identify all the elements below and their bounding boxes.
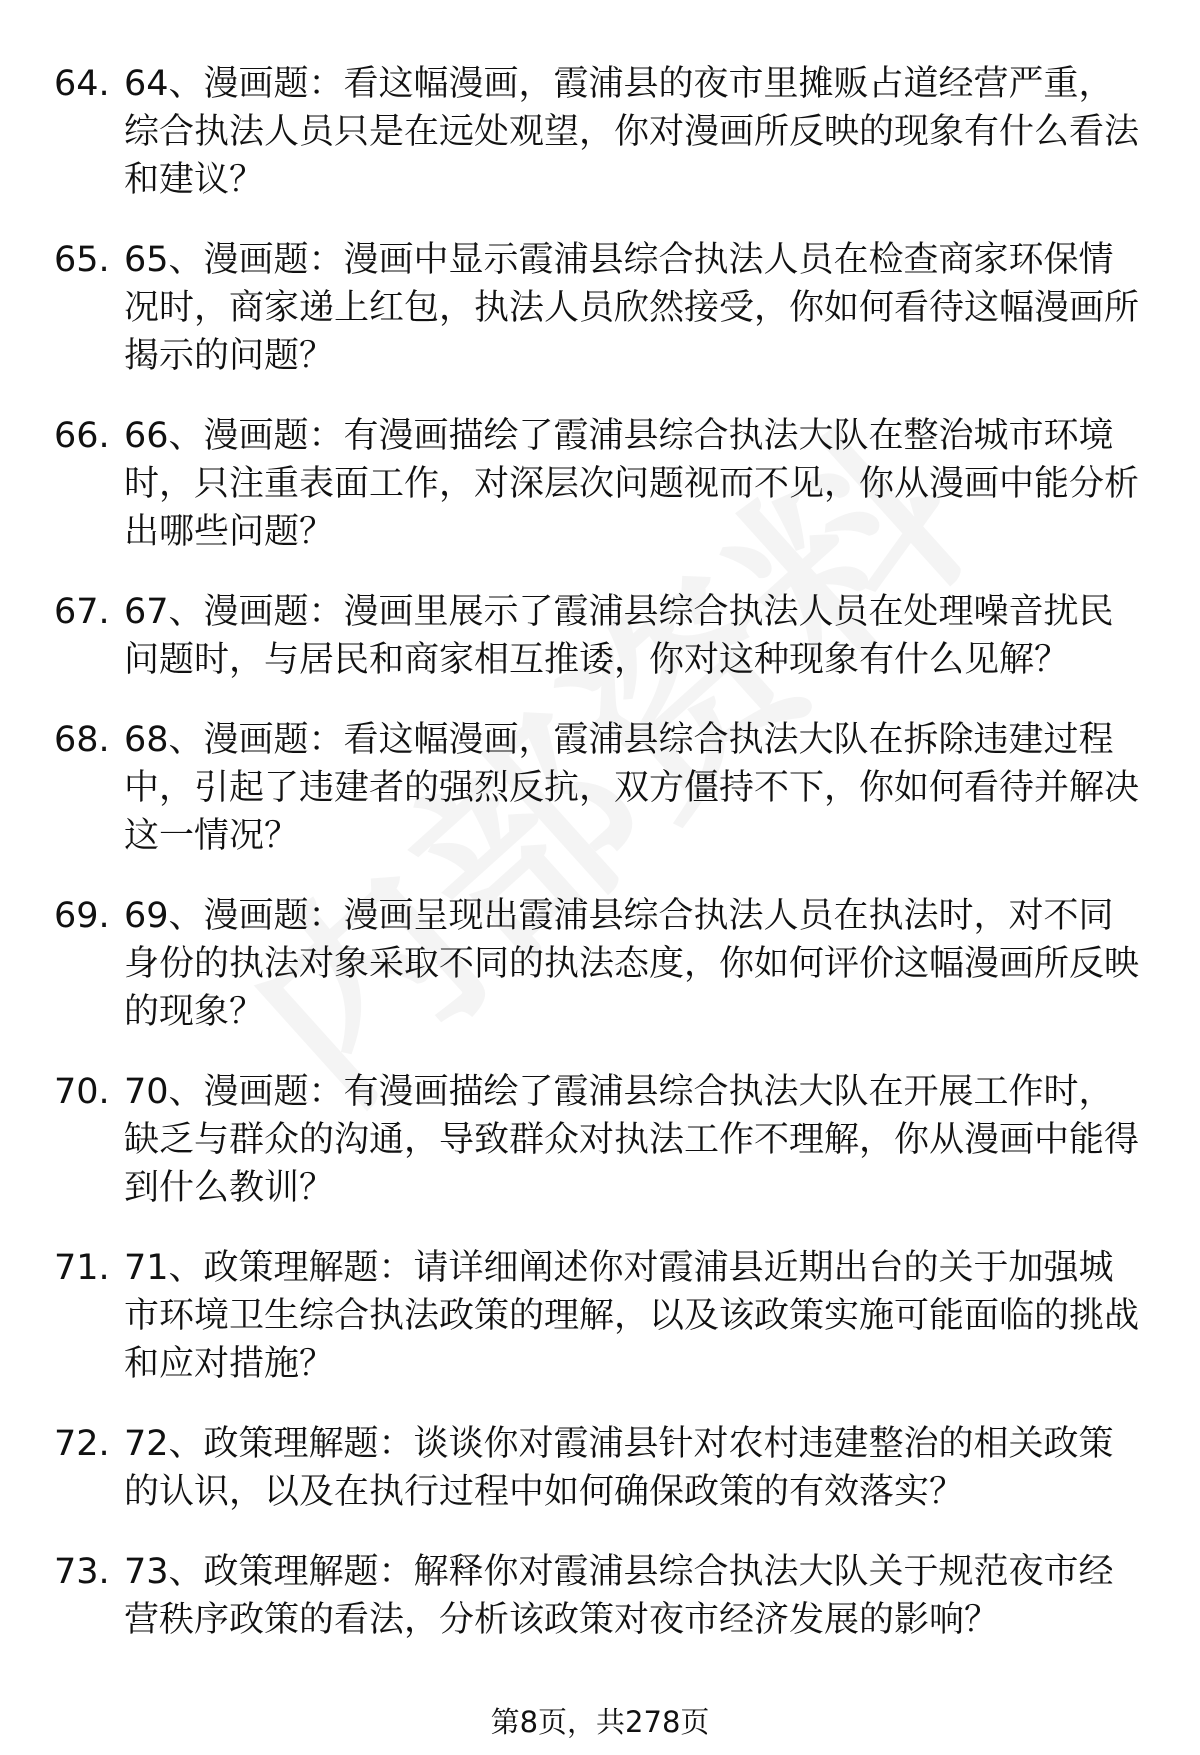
question-item xyxy=(54,588,1144,684)
question-number: 64. xyxy=(54,64,110,104)
page-footer: 第8页，共278页 xyxy=(490,1705,710,1739)
question-item xyxy=(54,1548,1144,1644)
question-text: 71、政策理解题：请详细阐述你对霞浦县近期出台的关于加强城市环境卫生综合执法政策的理解，以及该政策实施可能面临的挑战和应对措施？ xyxy=(124,1248,1140,1384)
question-number: 68. xyxy=(54,720,110,760)
question-text: 67、漫画题：漫画里展示了霞浦县综合执法人员在处理噪音扰民问题时，与居民和商家相互推诿，你对这种现象有什么见解？ xyxy=(124,592,1114,680)
question-text: 65、漫画题：漫画中显示霞浦县综合执法人员在检查商家环保情况时，商家递上红包，执法人员欣然接受，你如何看待这幅漫画所揭示的问题？ xyxy=(124,240,1140,376)
question-number: 69. xyxy=(54,896,110,936)
question-text: 72、政策理解题：谈谈你对霞浦县针对农村违建整治的相关政策的认识，以及在执行过程中如何确保政策的有效落实？ xyxy=(124,1424,1114,1512)
question-number: 66. xyxy=(54,416,110,456)
question-number: 67. xyxy=(54,592,110,632)
question-number: 73. xyxy=(54,1552,110,1592)
question-item xyxy=(54,892,1144,1036)
question-item xyxy=(54,716,1144,860)
question-text: 73、政策理解题：解释你对霞浦县综合执法大队关于规范夜市经营秩序政策的看法，分析该政策对夜市经济发展的影响？ xyxy=(124,1552,1114,1640)
question-item xyxy=(54,412,1144,556)
question-list xyxy=(54,60,1144,1676)
question-number: 72. xyxy=(54,1424,110,1464)
question-number: 65. xyxy=(54,240,110,280)
question-item xyxy=(54,1420,1144,1516)
question-number: 70. xyxy=(54,1072,110,1112)
question-item xyxy=(54,1068,1144,1212)
question-item xyxy=(54,60,1144,204)
question-text: 70、漫画题：有漫画描绘了霞浦县综合执法大队在开展工作时，缺乏与群众的沟通，导致群众对执法工作不理解，你从漫画中能得到什么教训？ xyxy=(124,1072,1140,1208)
question-text: 69、漫画题：漫画呈现出霞浦县综合执法人员在执法时，对不同身份的执法对象采取不同的执法态度，你如何评价这幅漫画所反映的现象？ xyxy=(124,896,1140,1032)
question-text: 68、漫画题：看这幅漫画，霞浦县综合执法大队在拆除违建过程中，引起了违建者的强烈反抗，双方僵持不下，你如何看待并解决这一情况？ xyxy=(124,720,1140,856)
question-number: 71. xyxy=(54,1248,110,1288)
question-text: 64、漫画题：看这幅漫画，霞浦县的夜市里摊贩占道经营严重，综合执法人员只是在远处观望，你对漫画所反映的现象有什么看法和建议？ xyxy=(124,64,1140,200)
question-item xyxy=(54,236,1144,380)
question-text: 66、漫画题：有漫画描绘了霞浦县综合执法大队在整治城市环境时，只注重表面工作，对深层次问题视而不见，你从漫画中能分析出哪些问题？ xyxy=(124,416,1140,552)
question-item xyxy=(54,1244,1144,1388)
